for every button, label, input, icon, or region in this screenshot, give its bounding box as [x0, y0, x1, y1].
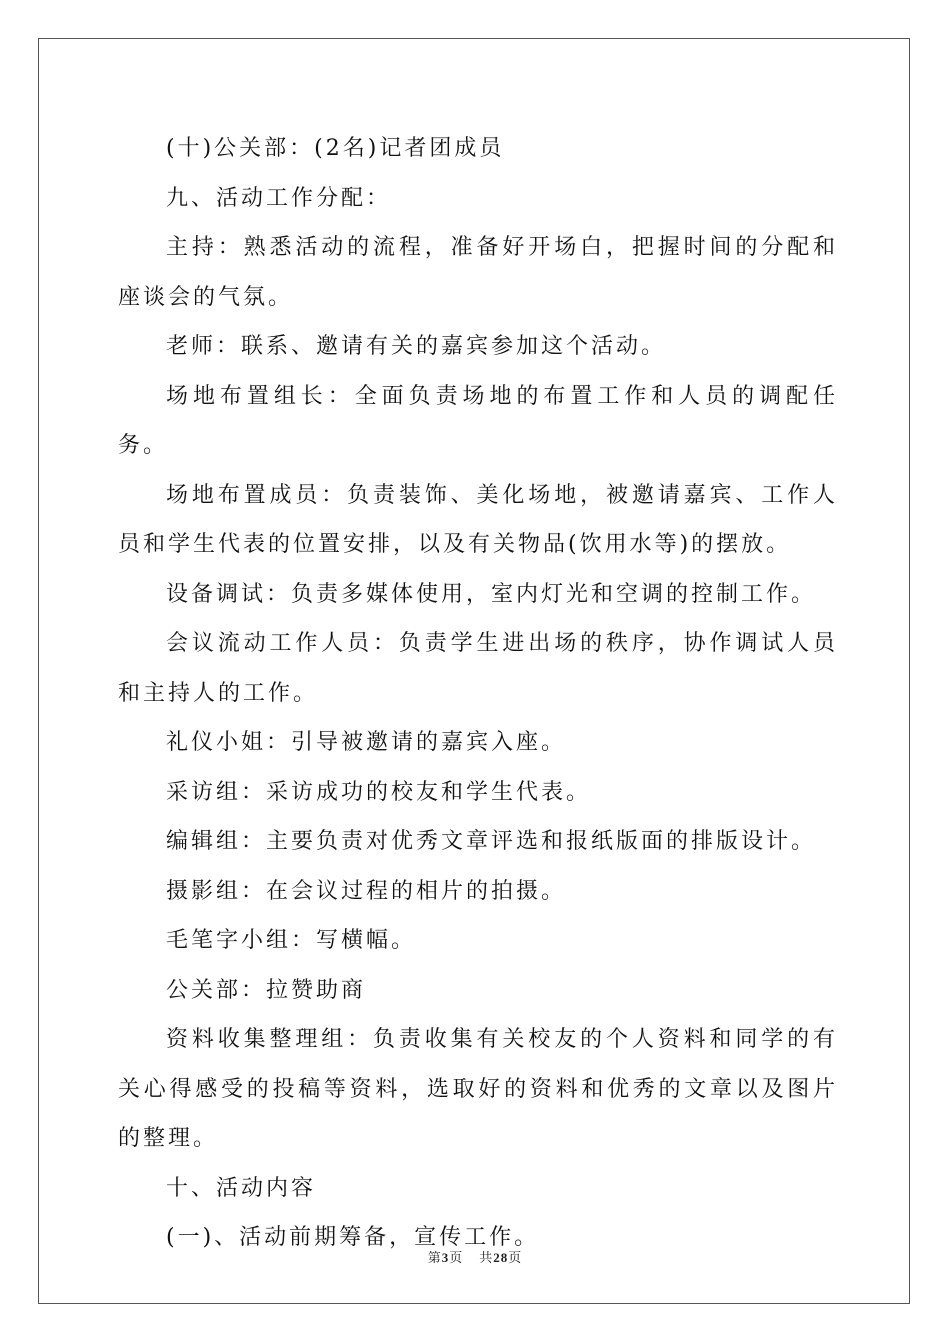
paragraph: 资料收集整理组：负责收集有关校友的个人资料和同学的有关心得感受的投稿等资料，选取好的资料和优秀的文章以及图片的整理。	[118, 1027, 838, 1151]
page-footer	[0, 1250, 950, 1267]
paragraph: 采访组：采访成功的校友和学生代表。	[166, 779, 592, 805]
paragraph: (十)公关部：(2名)记者团成员	[166, 136, 505, 161]
paragraph: 主持：熟悉活动的流程，准备好开场白，把握时间的分配和座谈会的气氛。	[118, 235, 838, 310]
paragraph: 摄影组：在会议过程的相片的拍摄。	[166, 878, 567, 904]
paragraph: 毛笔字小组：写横幅。	[166, 928, 417, 953]
paragraph: 设备调试：负责多媒体使用，室内灯光和空调的控制工作。	[166, 581, 817, 607]
section-heading: 九、活动工作分配：	[166, 185, 392, 211]
page-suffix: 页	[449, 1251, 464, 1266]
paragraph: 会议流动工作人员：负责学生进出场的秩序，协作调试人员和主持人的工作。	[118, 631, 838, 706]
paragraph: 公关部：拉赞助商	[166, 977, 367, 1003]
total-prefix: 共	[479, 1251, 494, 1266]
total-pages: 28	[493, 1250, 509, 1265]
total-suffix: 页	[508, 1251, 523, 1266]
paragraph: 老师：联系、邀请有关的嘉宾参加这个活动。	[166, 334, 667, 359]
paragraph: 礼仪小姐：引导被邀请的嘉宾入座。	[166, 730, 567, 755]
paragraph: (一)、活动前期筹备，宣传工作。	[166, 1225, 540, 1250]
document-body	[118, 124, 838, 1263]
paragraph: 场地布置成员：负责装饰、美化场地，被邀请嘉宾、工作人员和学生代表的位置安排，以及有关物品(饮用水等)的摆放。	[118, 482, 838, 557]
page-number: 3	[441, 1250, 450, 1265]
page-prefix: 第	[427, 1251, 442, 1266]
section-heading: 十、活动内容	[166, 1175, 317, 1201]
paragraph: 编辑组：主要负责对优秀文章评选和报纸版面的排版设计。	[166, 829, 817, 854]
paragraph: 场地布置组长：全面负责场地的布置工作和人员的调配任务。	[118, 383, 838, 458]
